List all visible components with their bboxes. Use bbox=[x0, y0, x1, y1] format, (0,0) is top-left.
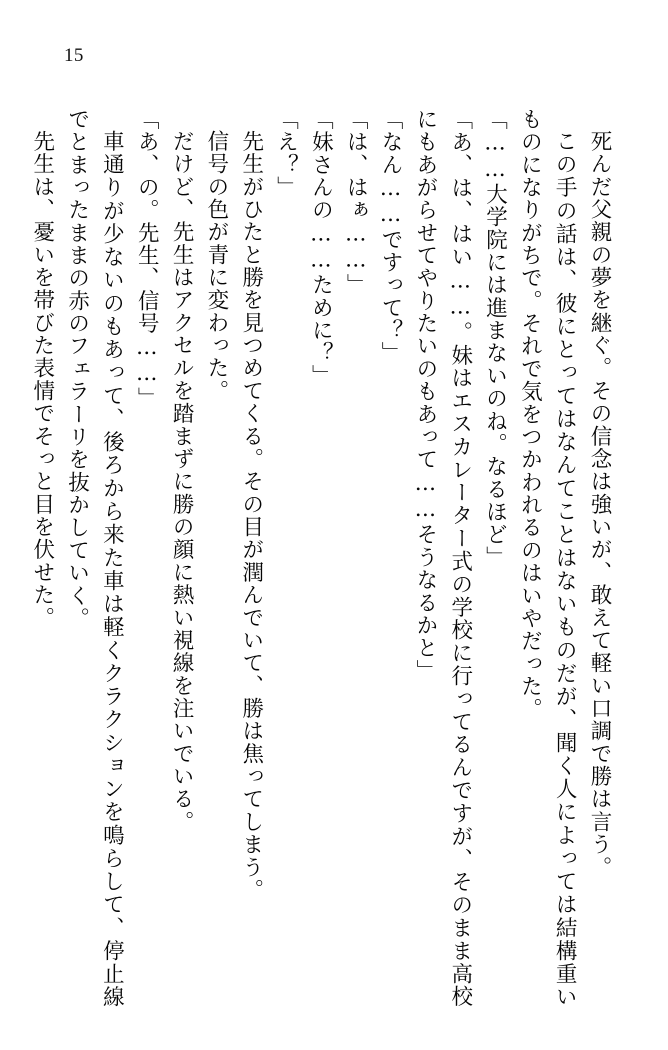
paragraph-9: 先生がひたと勝を見つめてくる。その目が潤んでいて、勝は焦ってしまう。 bbox=[238, 129, 264, 901]
paragraph-2: この手の話は、彼にとってはなんてことはないものだが、聞く人によっては結構重いものになりがちで。それで気をつかわれるのはいやだった。 bbox=[517, 108, 578, 1008]
paragraph-14: 先生は、憂いを帯びた表情でそっと目を伏せた。 bbox=[29, 129, 55, 629]
paragraph-8: 「え？」 bbox=[273, 108, 299, 199]
page-number: 15 bbox=[64, 45, 84, 66]
paragraph-12: 「あ、の。先生、信号……」 bbox=[134, 108, 160, 410]
paragraph-10: 信号の色が青に変わった。 bbox=[203, 129, 229, 402]
paragraph-11: だけど、先生はアクセルを踏まずに勝の顔に熱い視線を注いでいる。 bbox=[169, 129, 195, 833]
paragraph-1: 死んだ父親の夢を継ぐ。その信念は強いが、敢えて軽い口調で勝は言う。 bbox=[587, 129, 612, 879]
page-text-body bbox=[29, 108, 616, 1008]
paragraph-13: 車通りが少ないのもあって、後ろから来た車は軽くクラクションを鳴らして、停止線でとまったままの赤のフェラーリを抜かしていく。 bbox=[64, 108, 125, 1008]
paragraph-5: 「なん……ですって？」 bbox=[378, 108, 404, 365]
paragraph-6: 「は、はぁ……」 bbox=[343, 108, 369, 297]
paragraph-4: 「あ、は、はい……。妹はエスカレーター式の学校に行ってるんですが、そのまま高校にもあがらせてやりたいのもあって……そうなるかと」 bbox=[412, 108, 473, 1008]
paragraph-3: 「……大学院には進まないのね。なるほど」 bbox=[482, 108, 508, 569]
paragraph-7: 「妹さんの……ために？」 bbox=[308, 108, 334, 388]
